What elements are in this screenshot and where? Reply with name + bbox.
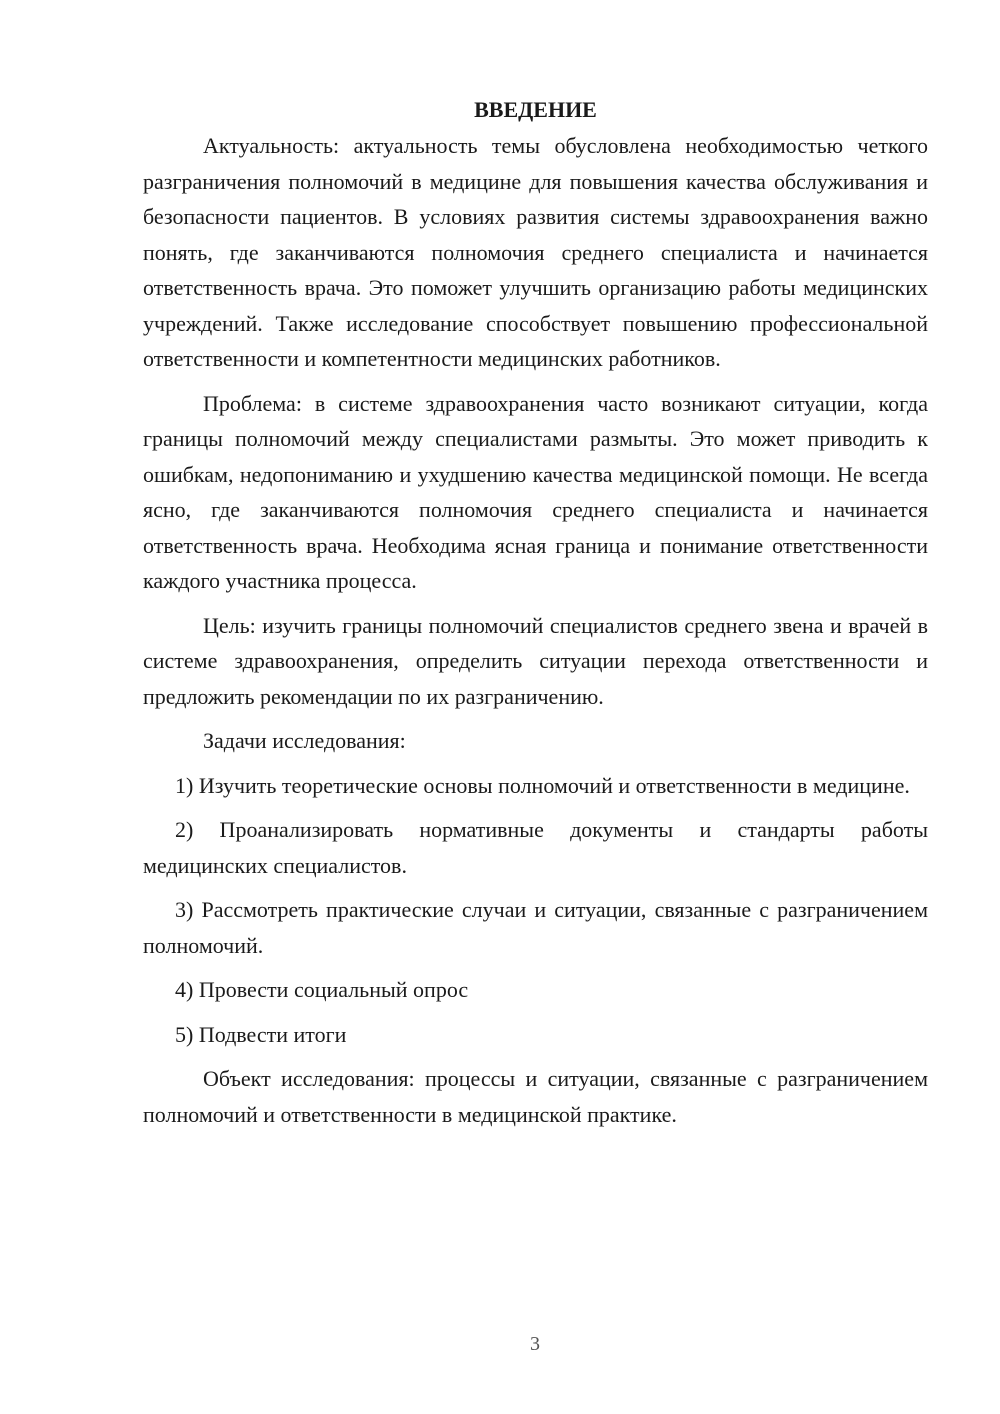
- paragraph-relevance: Актуальность: актуальность темы обусловлена необходимостью четкого разграничения полномочий в медицине для повышения качества обслуживания и безопасности пациентов. В условиях развития системы здравоохранения важно понять, где заканчиваются полномочия среднего специалиста и начинается ответственность врача. Это поможет улучшить организацию работы медицинских учреждений. Также исследование способствует повышению профессиональной ответственности и компетентности медицинских работников.: [143, 133, 928, 371]
- paragraph-goal: Цель: изучить границы полномочий специалистов среднего звена и врачей в системе здравоохранения, определить ситуации перехода ответственности и предложить рекомендации по их разграничению.: [143, 612, 928, 709]
- task-item-4: 4) Провести социальный опрос: [175, 977, 469, 1002]
- task-item-1: 1) Изучить теоретические основы полномочий и ответственности в медицине.: [175, 772, 910, 798]
- task-item-5: 5) Подвести итоги: [175, 1021, 347, 1047]
- page-number: 3: [530, 1333, 540, 1355]
- page-content: [143, 92, 928, 1141]
- paragraph-problem: Проблема: в системе здравоохранения часто возникают ситуации, когда границы полномочий между специалистами размыты. Это может приводить к ошибкам, недопониманию и ухудшению качества медицинской помощи. Не всегда ясно, где заканчиваются полномочия среднего специалиста и начинается ответственность врача. Необходима ясная граница и понимание ответственности каждого участника процесса.: [143, 390, 928, 593]
- paragraph-object: Объект исследования: процессы и ситуации, связанные с разграничением полномочий и ответственности в медицинской практике.: [143, 1066, 928, 1127]
- section-heading: ВВЕДЕНИЕ: [474, 97, 597, 122]
- task-item-3: 3) Рассмотреть практические случаи и ситуации, связанные с разграничением полномочий.: [143, 897, 928, 958]
- task-item-2: 2) Проанализировать нормативные документы и стандарты работы медицинских специалистов.: [143, 817, 928, 878]
- paragraph-tasks-heading: Задачи исследования:: [203, 728, 406, 753]
